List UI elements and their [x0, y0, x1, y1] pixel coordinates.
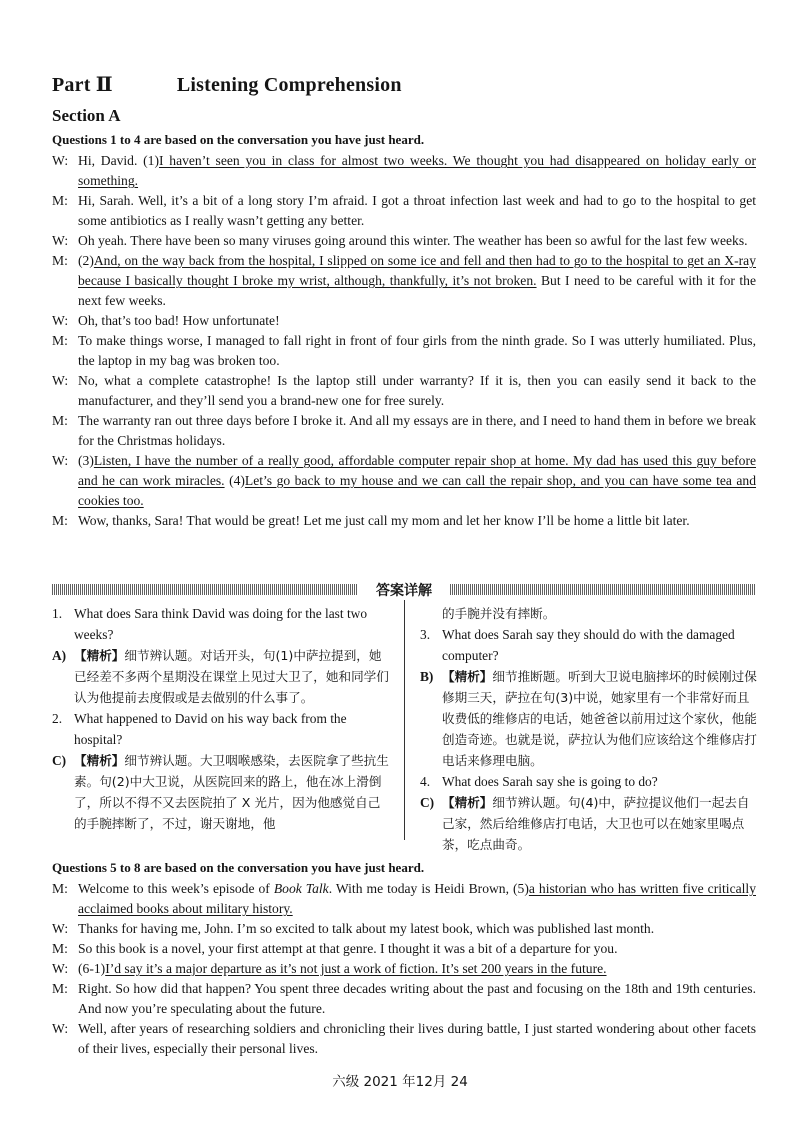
speaker-label: W: [52, 961, 69, 976]
question-number: 3. [420, 627, 431, 642]
speaker-label: M: [52, 513, 68, 528]
answer-letter: A) [52, 648, 67, 663]
dialogue-turn: W: Hi, David. (1)I haven’t seen you in class for almost two weeks. We thought you had disappeared on holiday early or something. [52, 153, 756, 188]
underlined-text: Listen, I have the number of a really good, affordable computer repair shop at home. My dad has used this guy before and he can work miracles. [78, 453, 756, 488]
question-item: 4. What does Sarah say she is going to do? [420, 771, 758, 792]
part-heading [52, 72, 402, 97]
speaker-label: M: [52, 193, 68, 208]
answer-letter: B) [420, 669, 434, 684]
dialogue-turn: W: No, what a complete catastrophe! Is the laptop still under warranty? If it is, then you can easily send it back to the manufacturer, and they’ll send you a brand-new one for free surely. [52, 373, 756, 408]
answer-explanation: C) 【精析】细节辨认题。大卫咽喉感染，去医院拿了些抗生素。句(2)中大卫说，从医院回来的路上，他在冰上滑倒了，所以不得不又去医院拍了 X 光片，因为他感觉自己的手腕摔断了，不过，谢天谢地，他 [52, 750, 390, 834]
answer-banner [52, 582, 756, 598]
dialogue-turn: M: Wow, thanks, Sara! That would be great! Let me just call my mom and let her know I’ll be home a little bit later. [52, 511, 756, 531]
answer-explanation: C) 【精析】细节辨认题。句(4)中，萨拉提议他们一起去自己家，然后给维修店打电话，大卫也可以在她家里喝点茶，吃点曲奇。 [420, 792, 758, 855]
dialogue-turn: M: To make things worse, I managed to fall right in front of four girls from the ninth grade. So I was utterly humiliated. Plus, the laptop in my bag was broken too. [52, 333, 756, 368]
banner-hatch-right [450, 584, 756, 595]
italic-title: Book Talk [273, 881, 329, 896]
underlined-text: And, on the way back from the hospital, I slipped on some ice and fell and then had to go to the hospital to get an X-ray because I basically thought I broke my wrist, although, thankfully, it’s not broken. [78, 253, 756, 288]
dialogue-turn: W: (3)Listen, I have the number of a really good, affordable computer repair shop at home. My dad has used this guy before and he can work miracles. (4)Let’s go back to my house and we can call the repair shop, and you can have some tea and cookies too. [52, 453, 757, 508]
underlined-text: Let’s go back to my house and we can call the repair shop, and you can have some tea and cookies too. [78, 473, 757, 508]
conversation-1-heading: Questions 1 to 4 are based on the conversation you have just heard. [52, 132, 425, 147]
dialogue-turn: W: Oh, that’s too bad! How unfortunate! [52, 311, 756, 331]
question-item: 3. What does Sarah say they should do with the damaged computer? [420, 624, 758, 666]
question-item: 1. What does Sara think David was doing for the last two weeks? [52, 603, 390, 645]
dialogue-turn: M: Welcome to this week’s episode of Book Talk. With me today is Heidi Brown, (5)a historian who has written five critically acclaimed books about military history. [52, 881, 756, 916]
speaker-label: W: [52, 921, 69, 936]
answer-explanation: B) 【精析】细节推断题。听到大卫说电脑摔坏的时候刚过保修期三天，萨拉在句(3)中说，她家里有一个非常好而且收费低的维修店的电话，她爸爸以前用过这个家伙，他能创造奇迹。也就是说，萨拉认为他们应该给这个维修店打电话来修理电脑。 [420, 666, 758, 771]
answer-explanation: A) 【精析】细节辨认题。对话开头，句(1)中萨拉提到，她已经差不多两个星期没在课堂上见过大卫了，她和同学们认为他提前去度假或是去做别的什么事了。 [52, 645, 390, 708]
dialogue-turn: W: Well, after years of researching soldiers and chronicling their lives during battle, I just started wondering about other facets of their lives, especially their personal lives. [52, 1021, 756, 1056]
speaker-label: W: [52, 233, 69, 248]
underlined-text: a historian who has written five critically acclaimed books about military history. [78, 881, 756, 916]
speaker-label: W: [52, 453, 69, 468]
underlined-text: I’d say it’s a major departure as it’s not just a work of fiction. It’s set 200 years in the future. [105, 961, 607, 976]
speaker-label: W: [52, 313, 69, 328]
question-number: 4. [420, 774, 431, 789]
speaker-label: W: [52, 153, 69, 168]
section-title: Section A [52, 106, 121, 125]
column-divider [404, 600, 405, 840]
underlined-text: I haven’t seen you in class for almost two weeks. We thought you had disappeared on holiday early or something. [78, 153, 756, 188]
dialogue-turn: M: The warranty ran out three days before I broke it. And all my essays are in there, and I need to hand them in before we break for the Christmas holidays. [52, 413, 756, 448]
answer-letter: C) [52, 753, 67, 768]
answer-letter: C) [420, 795, 435, 810]
part-title: Listening Comprehension [176, 74, 402, 96]
answer-continuation: 的手腕并没有摔断。 [442, 606, 556, 621]
dialogue-turn: M: (2)And, on the way back from the hospital, I slipped on some ice and fell and then had to go to the hospital to get an X-ray because I basically thought I broke my wrist, although, thankfully, it’s not broken. But I need to be careful with it for the next few weeks. [52, 253, 756, 308]
banner-title: 答案详解 [365, 580, 443, 600]
speaker-label: M: [52, 881, 68, 896]
speaker-label: M: [52, 941, 68, 956]
dialogue-turn: M: So this book is a novel, your first attempt at that genre. I thought it was a bit of a departure for you. [52, 939, 756, 959]
speaker-label: M: [52, 253, 68, 268]
speaker-label: M: [52, 981, 68, 996]
question-number: 1. [52, 606, 63, 621]
answers-left-column [52, 603, 390, 834]
speaker-label: W: [52, 373, 69, 388]
dialogue-turn: W: Oh yeah. There have been so many viruses going around this winter. The weather has been so awful for the last few weeks. [52, 231, 756, 251]
question-number: 2. [52, 711, 63, 726]
dialogue-turn: W: Thanks for having me, John. I’m so excited to talk about my latest book, which was published last month. [52, 919, 756, 939]
speaker-label: M: [52, 333, 68, 348]
part-label: Part Ⅱ [52, 74, 113, 96]
dialogue-turn: W: (6-1)I’d say it’s a major departure as it’s not just a work of fiction. It’s set 200 years in the future. [52, 959, 756, 979]
speaker-label: M: [52, 413, 68, 428]
conversation-2-heading: Questions 5 to 8 are based on the conversation you have just heard. [52, 860, 425, 875]
page-footer: 六级 2021 年12月 24 [332, 1074, 468, 1090]
dialogue-turn: M: Right. So how did that happen? You spent three decades writing about the past and focusing on the 18th and 19th centuries. And now you’re speculating about the future. [52, 981, 756, 1016]
conversation-1 [52, 151, 756, 531]
question-item: 2. What happened to David on his way back from the hospital? [52, 708, 390, 750]
banner-hatch-left [52, 584, 358, 595]
conversation-2 [52, 879, 756, 1059]
speaker-label: W: [52, 1021, 69, 1036]
answers-right-column [420, 603, 758, 855]
dialogue-turn: M: Hi, Sarah. Well, it’s a bit of a long story I’m afraid. I got a throat infection last week and had to go to the hospital to get some antibiotics as I really wasn’t getting any better. [52, 193, 756, 228]
